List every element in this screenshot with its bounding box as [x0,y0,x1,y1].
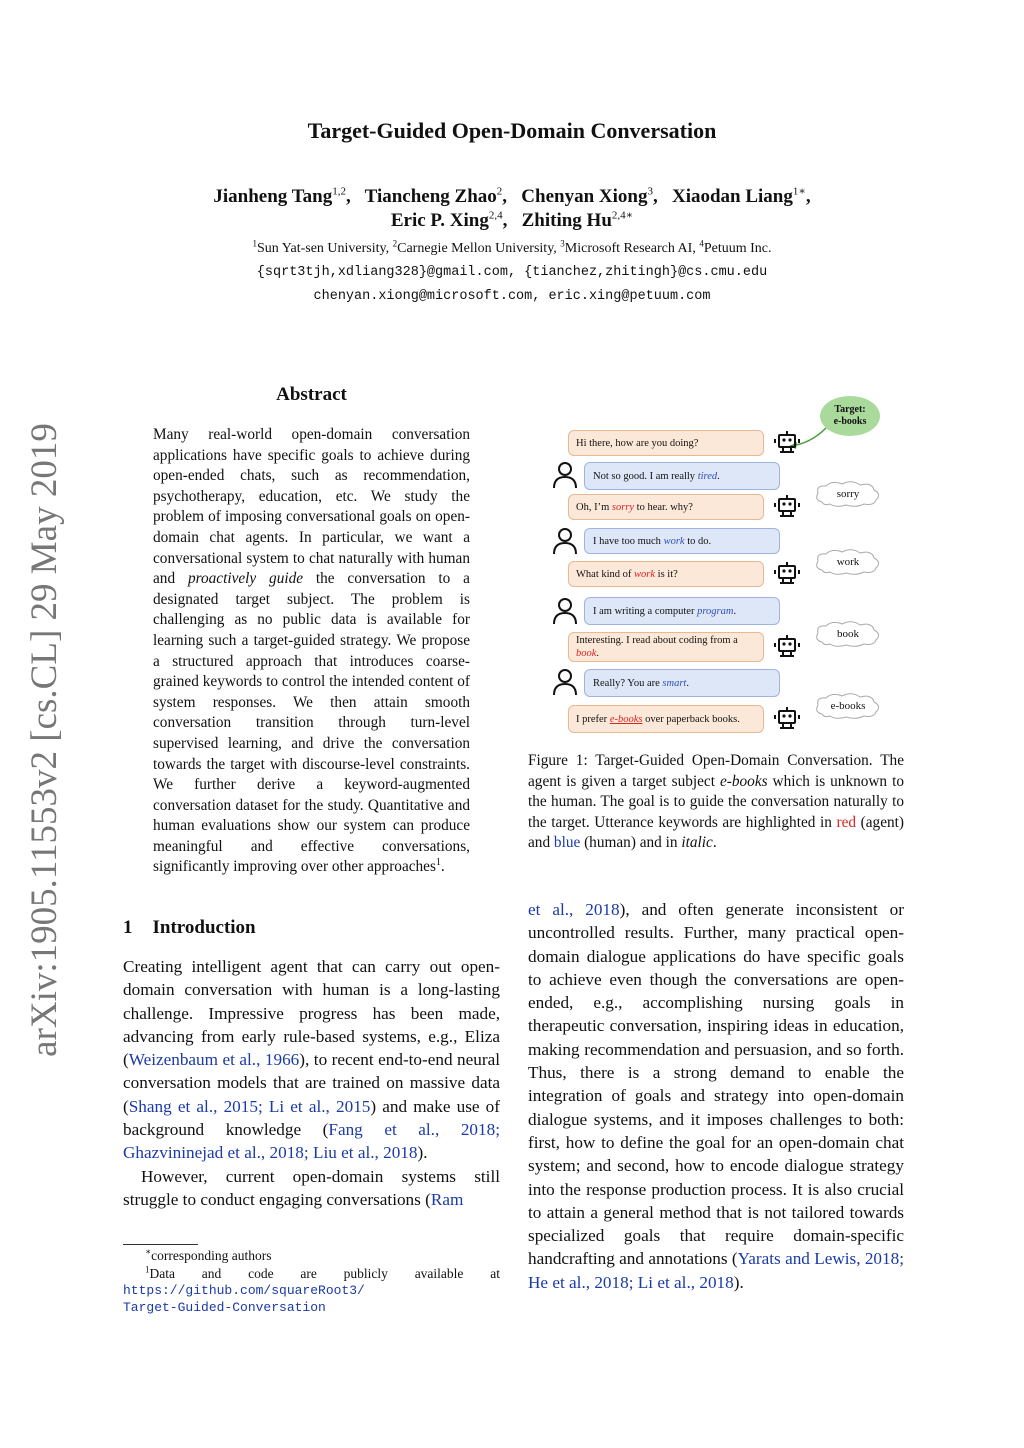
section-heading [123,917,256,939]
utterance-text: I prefer [576,713,610,725]
affil-sup: 2 [392,238,398,249]
section-number: 1 [123,917,133,938]
affil-sup: 1 [252,238,258,249]
utterance-text: What kind of [576,568,635,580]
footnote-word [145,1265,175,1282]
keyword-cloud [812,692,884,720]
body-text: ), and often generate inconsistent or uncontrolled results. Further, many practical open-domain dialogue applications do have specific goals to achieve even though the conversations are open-ended, e.g., accomplishing nursing goals in therapeutic conversation, inspiring ideas in education, making recommendation and persuasion, and so forth. Thus, there is a strong demand to enable the integration of goals and strategy into open-domain dialogue systems, and it imposes challenges to both: first, how to define the goal for an open-domain chat system; and second, how to encode dialogue strategy into the response production process. It is also crucial to attain a general method that is not tailored towards specialized goals that require domain-specific handcrafting and annotations ( [528,900,905,1269]
cloud-keyword: sorry [836,488,860,500]
utterance-text: I am writing a computer [593,605,698,617]
abstract-body [153,425,470,878]
section-title: Introduction [152,917,256,938]
intro-text: ), to recent end-to-end neural conversation models that are trained on massive data ( [123,1050,501,1116]
caption-red-word: red [836,813,857,831]
utterance-text: is it? [655,568,678,580]
cloud-keyword: e-books [830,700,866,712]
keyword-cloud [812,480,884,508]
citation-link[interactable]: Fang et al., 2018; Ghazvininejad et al., 2018; Liu et al., 2018 [123,1120,500,1163]
utterance-text: to hear. why? [634,501,693,513]
abstract-heading: Abstract [276,384,347,405]
caption-text: which is unknown to the human. The goal is to guide the conversation naturally to the target. Utterance keywords are highlighted in [528,772,904,831]
caption-blue-word: blue [553,834,581,852]
footnote-data [123,1265,500,1316]
affil-name: Carnegie Mellon University, [397,241,561,256]
robot-icon [772,632,802,662]
intro-text: ) and make use of background knowledge ( [123,1096,500,1140]
intro-paragraph-1 [123,955,500,1165]
utterance-text: Oh, I’m [576,501,612,513]
utterance-text: . [733,605,737,617]
author-name: Eric P. Xing [390,210,489,231]
footnote-word: code [248,1266,274,1281]
affil-sup: 4 [699,238,704,249]
agent-keyword: book [576,648,597,659]
human-keyword: smart [662,677,687,689]
figure-1 [540,394,900,744]
author-line-1: Jianheng Tang$^{1,2}$, Tiancheng Zhao$^2$, Chenyan Xiong$^3$, Xiaodan Liang$^{1∗}$, [213,185,811,207]
caption-text: (agent) and [528,813,904,852]
footnote-word: are [300,1266,317,1281]
intro-text: Creating intelligent agent that can carry out open-domain conversation with human is a long-lasting challenge. Impressive progress has been made, advancing from early rule-based systems, e.g., Eliza ( [123,957,500,1070]
robot-icon [772,704,802,734]
utterance-text: . [686,677,689,689]
utterance-text: Interesting. I read about coding from a [576,635,738,646]
footnote-rule [123,1244,198,1245]
paper-title: Target-Guided Open-Domain Conversation [307,118,717,143]
robot-icon [772,428,802,458]
affil-name: Petuum Inc. [703,241,772,256]
repo-link[interactable]: https://github.com/squareRoot3/ [123,1283,365,1298]
person-icon [552,596,578,626]
cloud-keyword: book [837,628,859,640]
agent-utterance [568,430,764,456]
robot-icon [772,559,802,589]
agent-keyword: sorry [611,501,635,513]
intro-paragraph-2 [123,1165,500,1212]
intro-text: However, current open-domain systems still struggle to conduct engaging conversations ( [123,1166,500,1209]
utterance-text: . [596,648,600,659]
author-sup: 1,2 [332,185,346,198]
footnote-word-text: Data [149,1266,175,1281]
affiliations [0,238,1024,257]
utterance-text: I have too much [593,535,664,547]
target-value: e-books [833,416,867,427]
intro-body [123,955,500,1211]
author-sup: 1∗ [792,185,806,198]
abstract-text: . [440,858,445,876]
body-text: ). [733,1272,744,1292]
person-icon [552,526,578,556]
citation-link[interactable]: Weizenbaum et al., 1966 [128,1050,300,1070]
right-column-body [528,898,904,1294]
footnote-sup: ∗ [145,1246,152,1257]
citation-link[interactable]: Yarats and Lewis, 2018; He et al., 2018; Li et al., 2018 [528,1249,904,1292]
utterance-text: over paperback books. [642,713,740,725]
target-label: Target: [834,404,866,415]
agent-utterance [568,632,764,662]
keyword-cloud [812,620,884,648]
human-utterance [584,462,780,490]
figure-caption [528,751,904,854]
footnote-word: at [490,1266,500,1281]
person-icon [552,460,578,490]
author-name: Xiaodan Liang [671,186,793,207]
author-sup: 3 [647,185,653,198]
footnote-sup: 1 [145,1264,150,1275]
footnote-row [123,1265,500,1282]
citation-link[interactable]: et al., 2018 [528,900,620,919]
affil-name: Sun Yat-sen University, [257,241,393,256]
caption-text: Figure 1: Target-Guided Open-Domain Conversation. The agent is given a target subject [528,752,904,790]
footnote-corresponding [123,1247,500,1264]
robot-icon [772,492,802,522]
utterance-text: Not so good. I am really [593,470,698,482]
arxiv-identifier: arXiv:1905.11553v2 [cs.CL] 29 May 2019 [24,423,65,1057]
utterance-text: Hi there, how are you doing? [576,437,699,449]
caption-text: . [712,834,717,852]
footnote-word: available [414,1266,464,1281]
author-name: Tiancheng Zhao [364,186,497,207]
footnote-text: corresponding authors [151,1248,272,1263]
agent-keyword: work [634,568,656,580]
caption-text: (human) and in [580,834,682,852]
agent-utterance [568,561,764,587]
human-utterance [584,597,780,625]
human-keyword: work [663,535,685,547]
agent-utterance [568,494,764,520]
footnote-word: publicly [343,1266,388,1281]
human-keyword: tired [697,470,718,482]
utterance-text: . [717,470,720,482]
repo-link[interactable]: Target-Guided-Conversation [123,1300,326,1315]
affil-name: Microsoft Research AI, [564,241,700,256]
email-line-2: chenyan.xiong@microsoft.com, eric.xing@petuum.com [313,289,711,304]
abstract-emphasis: proactively guide [187,570,304,588]
person-icon [552,667,578,697]
abstract-text: Many real-world open-domain conversation applications have specific goals to achieve during open-ended chats, such as recommendation, psychotherapy, education, etc. We study the problem of imposing conversational goals on open-domain chat agents. In particular, we want a conversational system to chat naturally with human and [153,426,470,588]
citation-link[interactable]: Ram [430,1189,464,1209]
footnote-marker: 1 [435,857,441,869]
author-sup: 2,4∗ [611,209,634,222]
cloud-keyword: work [836,556,860,568]
author-sup: 2,4 [488,209,503,222]
author-line-2: Eric P. Xing$^{2,4}$, Zhiting $Hu^{2,4∗}$ [390,209,634,231]
author-name: Zhiting Hu [521,210,612,231]
human-utterance [584,528,780,554]
abstract-text: the conversation to a designated target subject. The problem is challenging as no public data is available for learning such a target-guided strategy. We propose a structured approach that introduces coarse-grained keywords to control the intended content of system responses. We then attain smooth conversation transition through turn-level supervised learning, and drive the conversation towards the target with discourse-level constraints. We further derive a keyword-augmented conversation dataset for the study. Quantitative and human evaluations show our system can produce meaningful and effective conversations, significantly improving over other approaches [153,570,470,876]
utterance-text: Really? You are [593,677,663,689]
utterance-text: to do. [684,535,712,547]
caption-emphasis: italic [681,834,713,852]
citation-link[interactable]: Shang et al., 2015; Li et al., 2015 [128,1096,371,1116]
intro-text: ). [417,1143,428,1163]
human-utterance [584,669,780,697]
human-keyword: program [697,605,734,617]
author-sup: 2 [496,185,503,198]
footnote-word: and [201,1266,222,1281]
author-name: Chenyan Xiong [521,186,648,207]
agent-utterance [568,705,764,733]
email-line-1: {sqrt3tjh,xdliang328}@gmail.com, {tianchez,zhitingh}@cs.cmu.edu [256,265,768,280]
author-name: Jianheng Tang [213,186,333,207]
caption-emphasis: e-books [719,772,768,790]
agent-keyword: e-books [609,713,643,725]
affil-sup: 3 [560,238,565,249]
keyword-cloud [812,548,884,576]
